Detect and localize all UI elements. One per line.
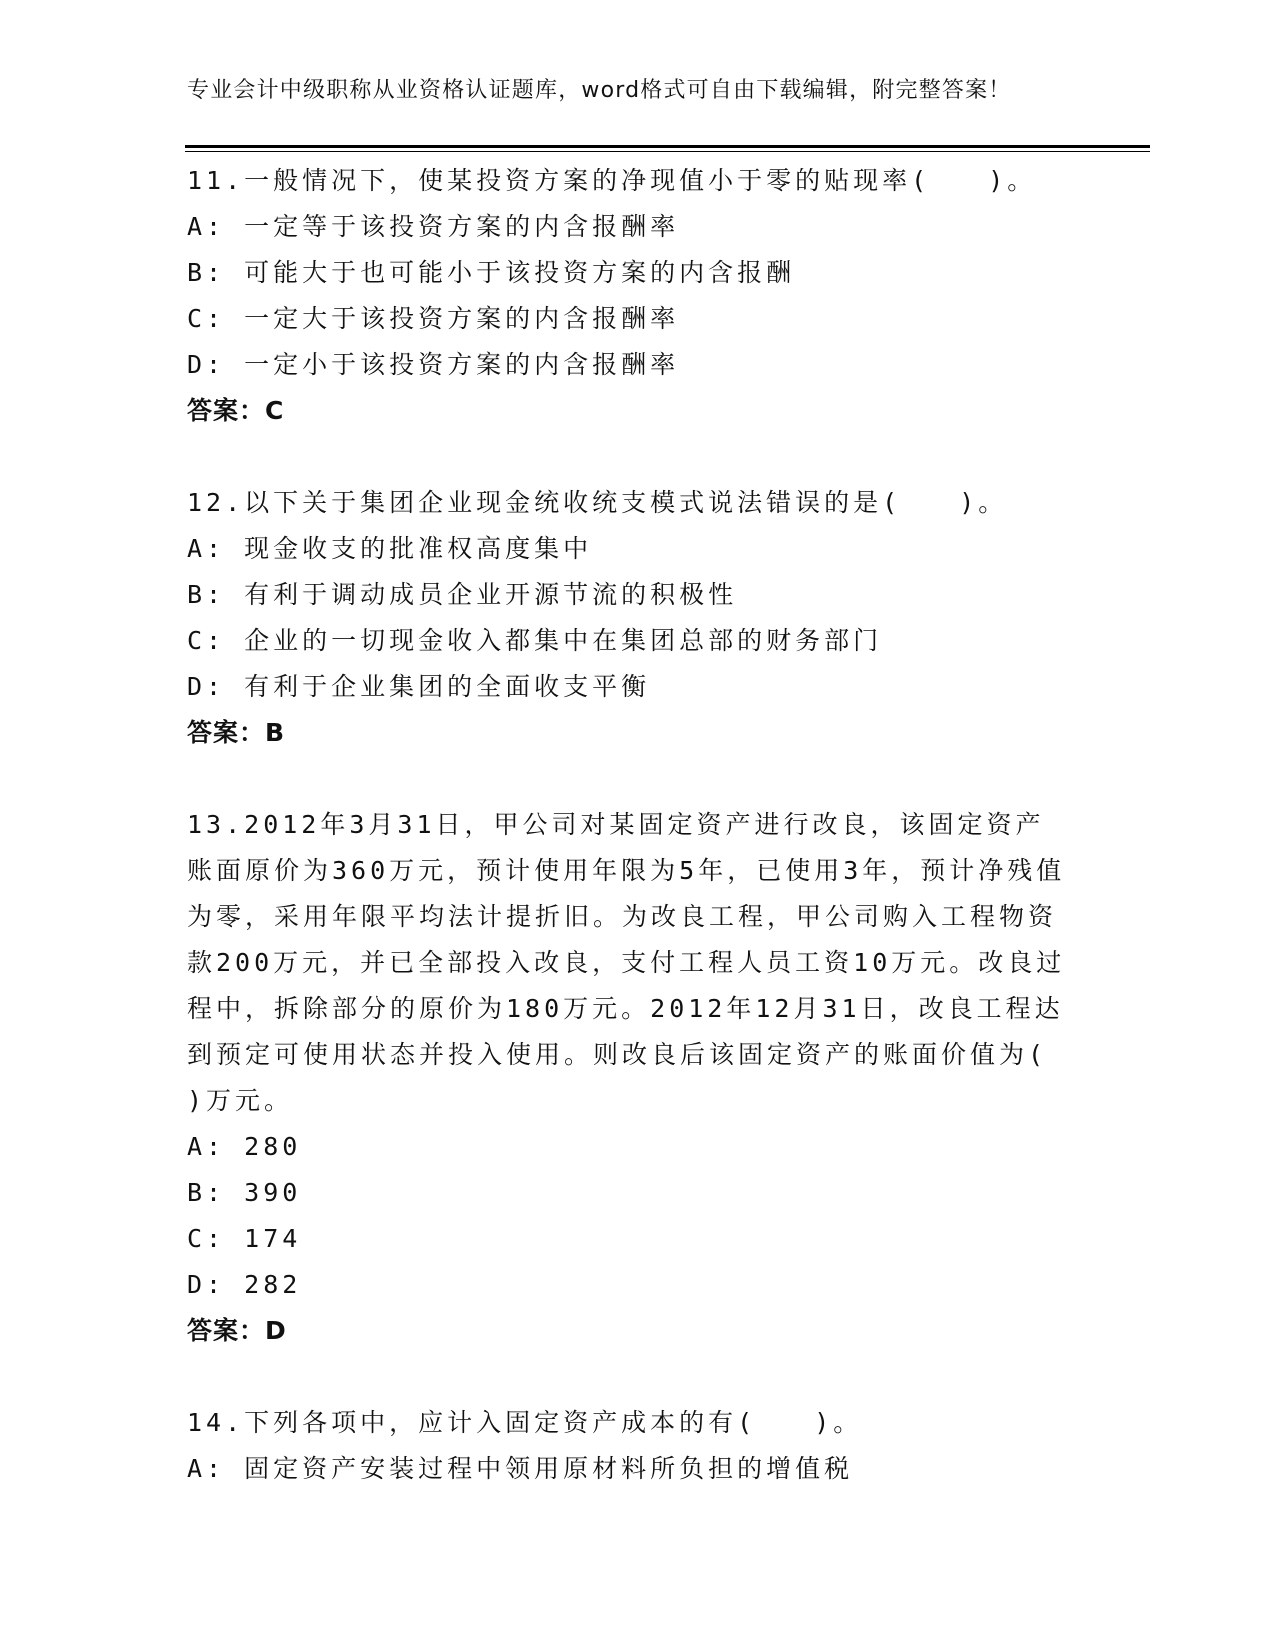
- option-b: B: 390: [187, 1178, 302, 1207]
- answer-line: 答案：C: [187, 396, 285, 425]
- header-rule-thick: [185, 145, 1150, 148]
- option-a: A: 现金收支的批准权高度集中: [187, 534, 593, 563]
- question-list: [187, 158, 1072, 1538]
- option-c: C: 174: [187, 1224, 302, 1253]
- option-d: D: 一定小于该投资方案的内含报酬率: [187, 350, 680, 379]
- option-a: A: 一定等于该投资方案的内含报酬率: [187, 212, 680, 241]
- question-text: 11.一般情况下，使某投资方案的净现值小于零的贴现率( )。: [187, 166, 1037, 195]
- question-text: 13.2012年3月31日，甲公司对某固定资产进行改良，该固定资产账面原价为360万元，预计使用年限为5年，已使用3年，预计净残值为零，采用年限平均法计提折旧。为改良工程，甲公司购入工程物资款200万元，并已全部投入改良，支付工程人员工资10万元。改良过程中，拆除部分的原价为180万元。2012年12月31日，改良工程达到预定可使用状态并投入使用。则改良后该固定资产的账面价值为( )万元。: [187, 810, 1067, 1115]
- question-13: [187, 802, 1072, 1354]
- option-a: A: 280: [187, 1132, 302, 1161]
- question-12: [187, 480, 1072, 756]
- question-text: 12.以下关于集团企业现金统收统支模式说法错误的是( )。: [187, 488, 1008, 517]
- option-c: C: 一定大于该投资方案的内含报酬率: [187, 304, 680, 333]
- option-c: C: 企业的一切现金收入都集中在集团总部的财务部门: [187, 626, 883, 655]
- option-a: A: 固定资产安装过程中领用原材料所负担的增值税: [187, 1454, 854, 1483]
- answer-line: 答案：B: [187, 718, 286, 747]
- question-11: [187, 158, 1072, 434]
- option-d: D: 有利于企业集团的全面收支平衡: [187, 672, 651, 701]
- option-b: B: 有利于调动成员企业开源节流的积极性: [187, 580, 738, 609]
- question-14: [187, 1400, 1072, 1492]
- answer-line: 答案：D: [187, 1316, 287, 1345]
- option-d: D: 282: [187, 1270, 302, 1299]
- page-header: 专业会计中级职称从业资格认证题库，word格式可自由下载编辑，附完整答案！: [187, 78, 1012, 103]
- header-rule-thin: [185, 151, 1150, 152]
- question-text: 14.下列各项中，应计入固定资产成本的有( )。: [187, 1408, 863, 1437]
- option-b: B: 可能大于也可能小于该投资方案的内含报酬: [187, 258, 796, 287]
